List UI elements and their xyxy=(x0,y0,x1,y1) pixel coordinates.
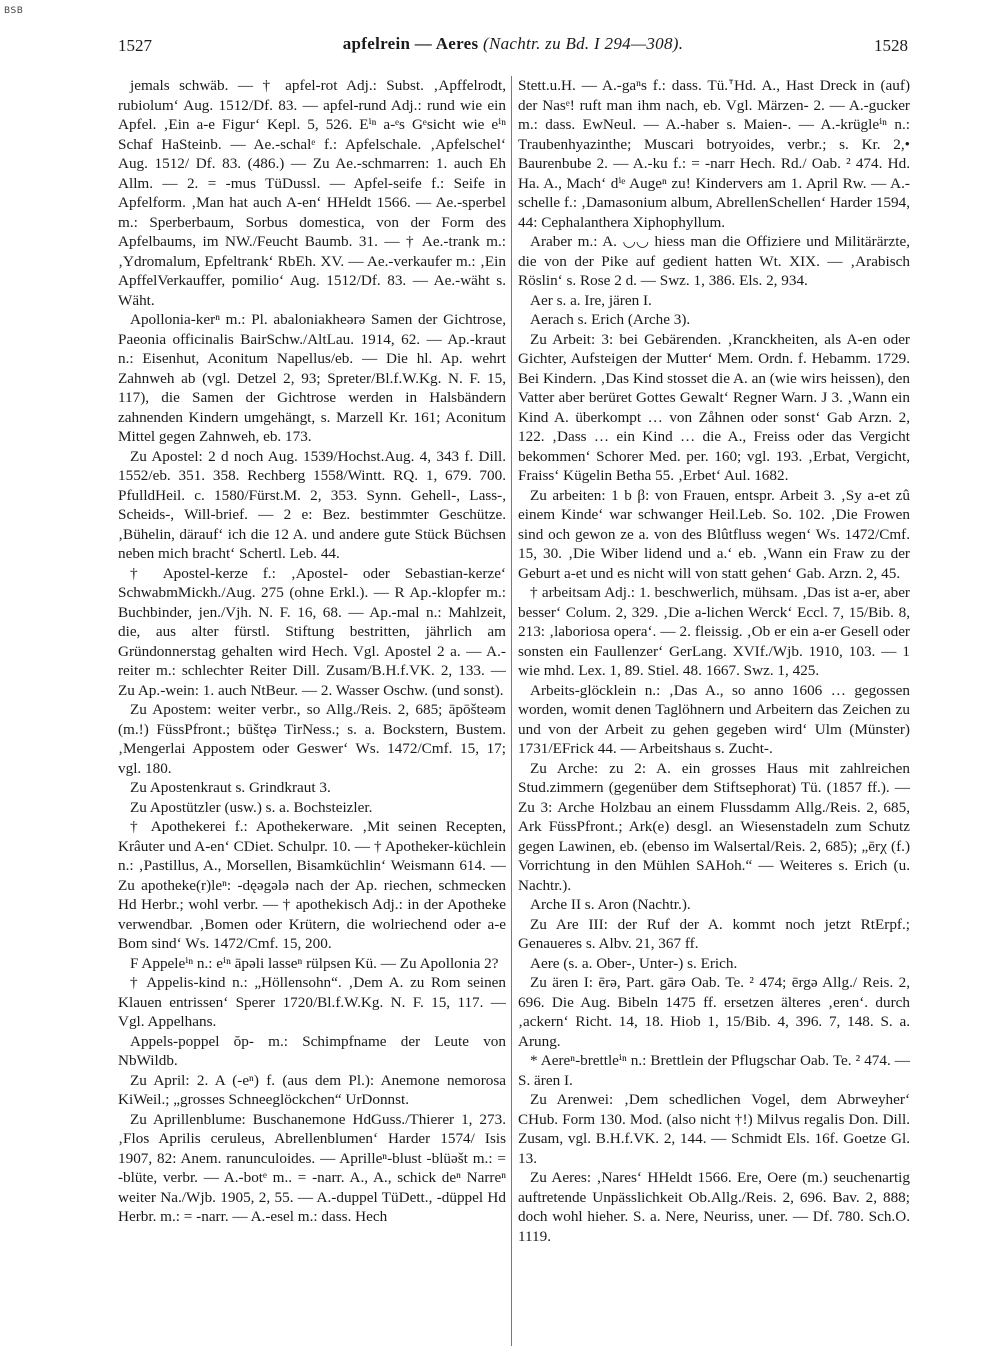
dictionary-entry: Araber m.: A. ◡◡ hiess man die Offiziere und Militärärzte, die von der Pike auf gedient hatten Wt. XIX. — ‚Arabisch Röslin‘ s. Rose 2 d. — Swz. 1, 386. Els. 2, 934. xyxy=(518,233,910,289)
dictionary-entry: † Apothekerei f.: Apothekerware. ‚Mit seinen Recepten, Krâuter und A-en‘ CDiet. Schulpr. 10. — † Apotheker-küchlein n.: ‚Pastillus, A., Morsellen, Bisamküchlin‘ Weismann 614. — Zu apotheke(r)leⁿ: -dęəgələ nach der Ap. riechen, schmecken Hd Herbr.; wohl verbr. — † apothekisch Adj.: in der Apotheke verwendbar. ‚Bomen oder Krütern, die wolriechend oder a-e Bom sind‘ Ws. 1472/Cmf. 15, 200. xyxy=(118,818,506,952)
dictionary-entry: Arche II s. Aron (Nachtr.). xyxy=(530,896,691,913)
dictionary-entry: Zu Apostützler (usw.) s. a. Bochsteizler. xyxy=(130,798,373,816)
right-column xyxy=(518,76,910,1361)
column-divider xyxy=(511,76,512,1346)
dictionary-entry: Apollonia-kerⁿ m.: Pl. abaloniakheərə Samen der Gichtrose, Paeonia officinalis BairSchw./AltLau. 1914, 62. — Ap.-kraut n.: Eisenhut, Aconitum Napellus/eb. — Die hl. Ap. wehrt Zahnweh ab (vgl. Detzel 2, 93; Spreter/Bl.f.W.Kg. N. F. 15, 117), die Samen der Gichtrose werden in Halsbändern zahnenden Kindern umgehängt, s. Marzell Kr. 161; Aconitum Mittel gegen Zahnweh, eb. 173. xyxy=(118,311,506,445)
header-title xyxy=(118,34,908,54)
header-headwords: apfelrein — Aeres xyxy=(342,34,479,53)
dictionary-entry: † Appelis-kind n.: „Höllensohn“. ‚Dem A. zu Rom seinen Klauen entrissen‘ Sperer 1720/Bl.f.W.Kg. N. F. 15, 117. — Vgl. Appelhans. xyxy=(118,974,506,1030)
dictionary-entry: jemals schwäb. — † apfel-rot Adj.: Subst. ‚Apffelrodt, rubiolum‘ Aug. 1512/Df. 83. — apfel-rund Adj.: rund wie ein Apfel. ‚Ein a-e Figur‘ Kepl. 5, 526. Eⁱⁿ a-ᵉs Gᵉsicht wie eⁱⁿ Schaf HaSteinb. — Ae.-schalᵉ f.: Apfelschale. ‚Apfelschel‘ Aug. 1512/ Df. 83. (486.) — Zu Ae.-schmarren: 1. auch Eh Allm. — 2. = -mus TüDussl. — Apfel-seife f.: Seife in Apfelform. ‚Man hat auch A-en‘ HHeldt 1566. — Ae.-sperbel m.: Sperberbaum, Sorbus domestica, von der Form des Apfelbaums, im NW./Feucht Baumb. 31. — † Ae.-trank m.: ‚Ydromalum, Epfeltrank‘ RbEh. XV. — Ae.-verkaufer m.: ‚Ein ApffelVerkauffer, pomilio‘ Aug. 1512/Df. 83. — Ae.-wäht s. Wäht. xyxy=(118,77,506,309)
dictionary-entry: Zu Arbeit: 3: bei Gebärenden. ‚Kranckheiten, als A-en oder Gichter, Aufsteigen der Mutter‘ Mem. Ordn. f. Hebamm. 1729. Bei Kindern. ‚Das Kind stosset die A. an (wie wirs heissen), den Vatter aber berüret Gottes Gewalt‘ Regner Warn. J 3. ‚Wann ein Kind A. überkompt … von Zåhnen oder sonst‘ Gab Arzn. 2, 122. ‚Dass … ein Kind … die A., Freiss oder das Vergicht bekommen‘ Schorer Med. per. 160; vgl. 193. ‚Erbat, Vergicht, Fraiss‘ Kügelin Betha 55. ‚Erbet‘ Aul. 1682. xyxy=(518,330,910,484)
left-column xyxy=(118,76,506,1361)
dictionary-entry: Aere (s. a. Ober-, Unter-) s. Erich. xyxy=(530,954,738,972)
dictionary-entry: Arbeits-glöcklein n.: ‚Das A., so anno 1606 … gegossen worden, womit denen Taglöhnern und Arbeitern das Zeichen zu und von der Arbeit zu gehen gegeben wird‘ Ulm (Münster) 1731/EFrick 44. — Arbeitshaus s. Zucht-. xyxy=(518,681,910,757)
running-header xyxy=(118,34,908,62)
page-number-left: 1527 xyxy=(118,36,152,55)
dictionary-entry: † Apostel-kerze f.: ‚Apostel- oder Sebastian-kerze‘ SchwabmMickh./Aug. 275 (ohne Erkl.). — R Ap.-klopfer m.: Buchbinder, jen./Vjh. N. F. 16, 68. — Ap.-mal n.: Mahlzeit, die, aus alter fürstl. Stiftung bestritten, jährlich am Gründonnerstag gehalten wird Hech. Vgl. Apostel 2 a. — A.-reiter m.: schlechter Reiter Dill. Zusam/B.H.f.VK. 2, 133. — Zu Ap.-wein: 1. auch NtBeur. — 2. Wasser Oschw. (und sonst). xyxy=(118,564,506,699)
dictionary-entry: Aer s. a. Ire, jären I. xyxy=(530,291,652,309)
dictionary-entry: Zu arbeiten: 1 b β: von Frauen, entspr. Arbeit 3. ‚Sy a-et zû einem Kinde‘ war schwanger Heil.Leb. So. 102. ‚Die Frowen sind och gewon ze a. von des Blûtfluss wegen‘ Ws. 1472/Cmf. 15, 30. ‚Die Wiber lidend und a.‘ eb. ‚Wann ein Fraw zu der Geburt a-et und es nicht will von statt gehen‘ Gab. Arzn. 2, 45. xyxy=(518,486,910,582)
dictionary-entry: Zu Are III: der Ruf der A. kommt noch jetzt RtErpf.; Genaueres s. Albv. 21, 367 ff. xyxy=(518,915,910,952)
dictionary-entry: Zu Aprillenblume: Buschanemone HdGuss./Thierer 1, 273. ‚Flos Aprilis ceruleus, Abrellenblumen‘ Harder 1574/ Isis 1907, 82: Anem. ranunculoides. — Aprilleⁿ-blust -blüəšt m.: = -blüte, verbr. — A.-botᵉ m.. = -narr. A., A., schick deⁿ Narreⁿ weiter Na./Wjb. 1905, 2, 55. — A.-duppel TüDett., -düppel Hd Herbr. m.: = -narr. — A.-esel m.: dass. Hech xyxy=(118,1110,506,1225)
dictionary-entry: Zu Arenwei: ‚Dem schedlichen Vogel, dem Abrweyher‘ CHub. Form 130. Mod. (also nicht †!) Milvus regalis Don. Dill. Zusam, vgl. B.H.f.VK. 2, 144. — Schmidt Els. 16f. Goetze Gl. 13. xyxy=(518,1091,910,1167)
dictionary-entry: Stett.u.H. — A.-gaⁿs f.: dass. Tü.ᐪHd. A., Hast Dreck in (auf) der Nasᵉ! ruft man ihm nach, eb. Vgl. Märzen- 2. — A.-gucker m.: dass. EwNeul. — A.-haber s. Maien-. — A.-krügleⁱⁿ n.: Traubenhyazinthe; Muscari botryoides, verbr.; s. Kr. 2,• Baurenbube 2. — A.-ku f.: = -narr Hech. Rd./ Oab. ² 474. Hd. Ha. A., Mach‘ dⁱᵉ Augeⁿ zu! Kindervers am 1. April Rw. — A.-schelle f.: ‚Damasonium album, AbrellenSchellen‘ Harder 1594, 44: Cephalanthera Xiphophyllum. xyxy=(518,77,910,231)
dictionary-entry: Zu April: 2. A (-eⁿ) f. (aus dem Pl.): Anemone nemorosa KiWeil.; „grosses Schneeglöckchen“ UrDonnst. xyxy=(118,1071,506,1108)
dictionary-entry: * Aereⁿ-brettleⁱⁿ n.: Brettlein der Pflugschar Oab. Te. ² 474. — S. ären I. xyxy=(518,1052,910,1089)
page-number-right: 1528 xyxy=(874,36,908,55)
dictionary-entry: Zu ären I: ērə, Part. gārə Oab. Te. ² 474; ērgə Allg./ Reis. 2, 696. Die Aug. Bibeln 1475 ff. ersetzen älteres ‚eren‘. durch ‚ackern‘ Richt. 14, 18. Hiob 1, 15/Bib. 4, 396. 7, 148. S. a. Arung. xyxy=(518,974,910,1050)
dictionary-entry: Zu Apostel: 2 d noch Aug. 1539/Hochst.Aug. 4, 343 f. Dill. 1552/eb. 351. 358. Rechberg 1558/Wintt. RQ. 1, 679. 700. PfulldHeil. c. 1580/Fürst.M. 2, 353. Synn. Gehell-, Lass-, Scheids-, Will-brief. — 2 e: Bez. bestimmter Geschütze. ‚Bühelin, däraufʻ ich die 12 A. und andere gute Stück Büchsen neben mich bracht‘ Schertl. Leb. 44. xyxy=(118,447,506,562)
dictionary-entry: Zu Apostem: weiter verbr., so Allg./Reis. 2, 685; āpōšteəm (m.!) FüssPfront.; būštęə TirNess.; s. a. Bockstern, Bustem. ‚Mengerlai Appostem oder Geswer‘ Ws. 1472/Cmf. 15, 17; vgl. 180. xyxy=(118,701,506,777)
dictionary-entry: Zu Arche: zu 2: A. ein grosses Haus mit zahlreichen Stud.zimmern (gegenüber dem Stiftsephorat) Tü. (1857 ff.). — Zu 3: Arche Holzbau an einem Flussdamm Allg./Reis. 2, 685, Ark FüssPfront.; Ark(e) desgl. an Wiesenstadeln zum Schutz gegen Lawinen, eb. (ebenso im Walsertal/Reis. 2, 685); „ērχ (f.) Vorrichtung in den Mühlen SAHoh.“ — Weiteres s. Erich (u. Nachtr.). xyxy=(518,759,910,894)
dictionary-entry: Zu Apostenkraut s. Grindkraut 3. xyxy=(130,779,331,796)
dictionary-entry: Appels-poppel ŏp- m.: Schimpfname der Leute von NbWildb. xyxy=(118,1032,506,1069)
dictionary-entry: Aerach s. Erich (Arche 3). xyxy=(530,311,691,328)
library-stamp: BSB xyxy=(4,6,24,16)
dictionary-entry: † arbeitsam Adj.: 1. beschwerlich, mühsam. ‚Das ist a-er, aber besser‘ Colum. 2, 329. ‚Die a-lichen Werck‘ Eccl. 7, 15/Bib. 8, 213: ‚laboriosa opera‘. — 2. fleissig. ‚Ob er ein a-er Gesell oder sonsten ein Faullenzer‘ GerLang. XVIf./Wjb. 1910, 103. — 1 wie mhd. Lex. 1, 89. Stiel. 48. 1667. Swz. 1, 425. xyxy=(518,584,910,679)
dictionary-entry: F Appeleⁱⁿ n.: eⁱⁿ āpəli lasseⁿ rülpsen Kü. — Zu Apollonia 2? xyxy=(130,954,499,972)
header-supplement-note: (Nachtr. zu Bd. I 294—308). xyxy=(478,34,684,53)
dictionary-entry: Zu Aeres: ‚Nares‘ HHeldt 1566. Ere, Oere (m.) seuchenartig auftretende Unpässlichkeit Ob.Allg./Reis. 2, 696. Bav. 2, 888; doch wohl hieher. S. a. Nere, Neuriss, uner. — Df. 780. Sch.O. 1119. xyxy=(518,1169,910,1245)
